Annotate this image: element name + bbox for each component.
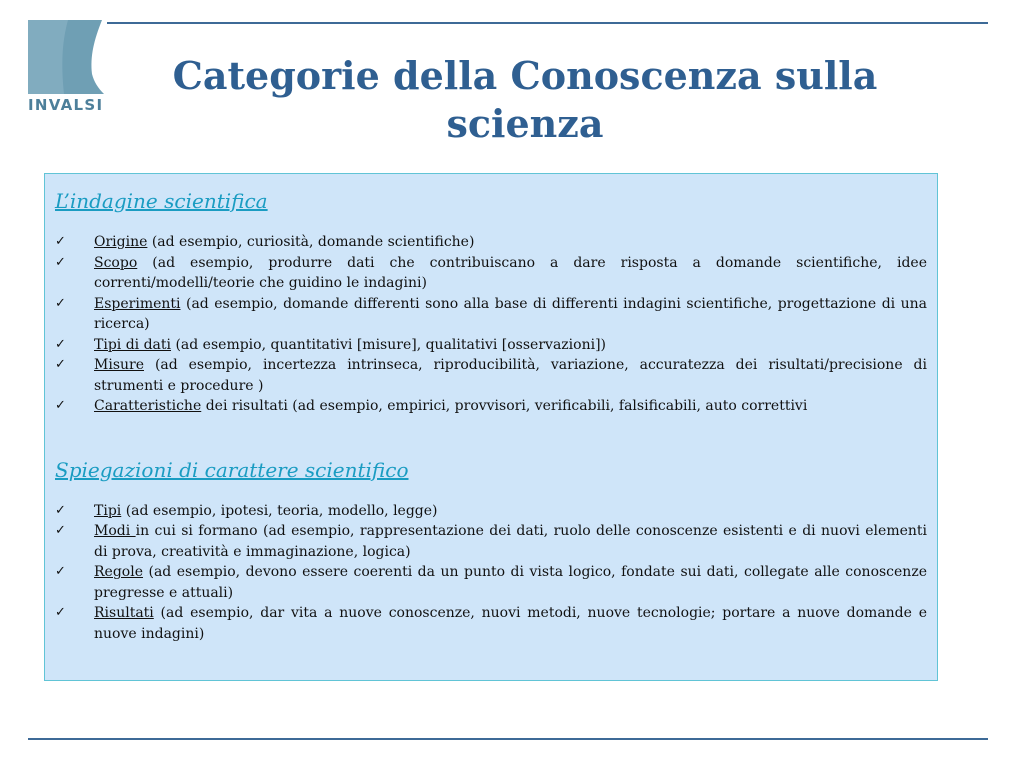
checkmark-icon: ✓ xyxy=(55,523,66,538)
indagine-list xyxy=(55,232,927,417)
item-term: Risultati xyxy=(94,605,154,621)
item-term: Tipi di dati xyxy=(94,336,172,353)
checkmark-icon: ✓ xyxy=(55,254,66,270)
list-item xyxy=(55,253,927,294)
list-item xyxy=(55,396,927,417)
logo-shape-icon xyxy=(28,20,106,94)
checkmark-icon: ✓ xyxy=(55,295,66,311)
logo-text: INVALSI xyxy=(28,96,104,114)
item-term: Esperimenti xyxy=(94,295,181,312)
list-item xyxy=(55,232,927,253)
list-item xyxy=(55,562,927,603)
item-term: Scopo xyxy=(94,254,138,271)
list-item xyxy=(55,294,927,335)
item-term: Caratteristiche xyxy=(94,398,202,414)
checkmark-icon: ✓ xyxy=(55,357,66,372)
spiegazioni-list xyxy=(55,501,927,645)
item-text: dei risultati (ad esempio, empirici, provvisori, verificabili, falsificabili, auto correttivi xyxy=(201,398,808,414)
invalsi-logo xyxy=(28,20,106,118)
item-text: (ad esempio, curiosità, domande scientifiche) xyxy=(147,234,475,250)
item-text: (ad esempio, ipotesi, teoria, modello, legge) xyxy=(121,502,438,519)
item-term: Tipi xyxy=(94,502,122,519)
page-title: Categorie della Conoscenza sulla scienza xyxy=(172,53,878,146)
list-item xyxy=(55,501,927,522)
item-text: (ad esempio, devono essere coerenti da un punto di vista logico, fondate sui dati, collegate alle conoscenze pregresse e attuali) xyxy=(94,564,927,601)
section-heading-spiegazioni: Spiegazioni di carattere scientifico xyxy=(55,457,409,482)
bottom-divider xyxy=(28,738,988,740)
top-divider xyxy=(107,22,988,24)
checkmark-icon: ✓ xyxy=(55,336,66,352)
item-text: (ad esempio, domande differenti sono alla base di differenti indagini scientifiche, progettazione di una ricerca) xyxy=(94,295,927,332)
list-item xyxy=(55,355,927,396)
checkmark-icon: ✓ xyxy=(55,605,66,620)
item-text: (ad esempio, produrre dati che contribuiscano a dare risposta a domande scientifiche, idee correnti/modelli/teorie che guidino le indagini) xyxy=(94,254,927,291)
checkmark-icon: ✓ xyxy=(55,502,66,518)
checkmark-icon: ✓ xyxy=(55,234,66,249)
item-term: Origine xyxy=(94,234,148,250)
item-term: Misure xyxy=(94,357,144,373)
item-text: (ad esempio, quantitativi [misure], qualitativi [osservazioni]) xyxy=(171,336,606,353)
item-text: in cui si formano (ad esempio, rappresentazione dei dati, ruolo delle conoscenze esistenti e di nuovi elementi di prova, creatività e immaginazione, logica) xyxy=(94,523,928,560)
item-text: (ad esempio, dar vita a nuove conoscenze, nuovi metodi, nuove tecnologie; portare a nuove domande e nuove indagini) xyxy=(94,605,927,642)
content-box xyxy=(44,173,938,681)
item-text: (ad esempio, incertezza intrinseca, riproducibilità, variazione, accuratezza dei risultati/precisione di strumenti e procedure ) xyxy=(94,357,927,394)
list-item xyxy=(55,603,927,644)
item-term: Modi xyxy=(94,523,136,539)
section-heading-indagine: L’indagine scientifica xyxy=(55,189,268,213)
checkmark-icon: ✓ xyxy=(55,564,66,579)
list-item xyxy=(55,521,927,562)
checkmark-icon: ✓ xyxy=(55,398,66,413)
list-item xyxy=(55,335,927,356)
item-term: Regole xyxy=(94,564,143,580)
